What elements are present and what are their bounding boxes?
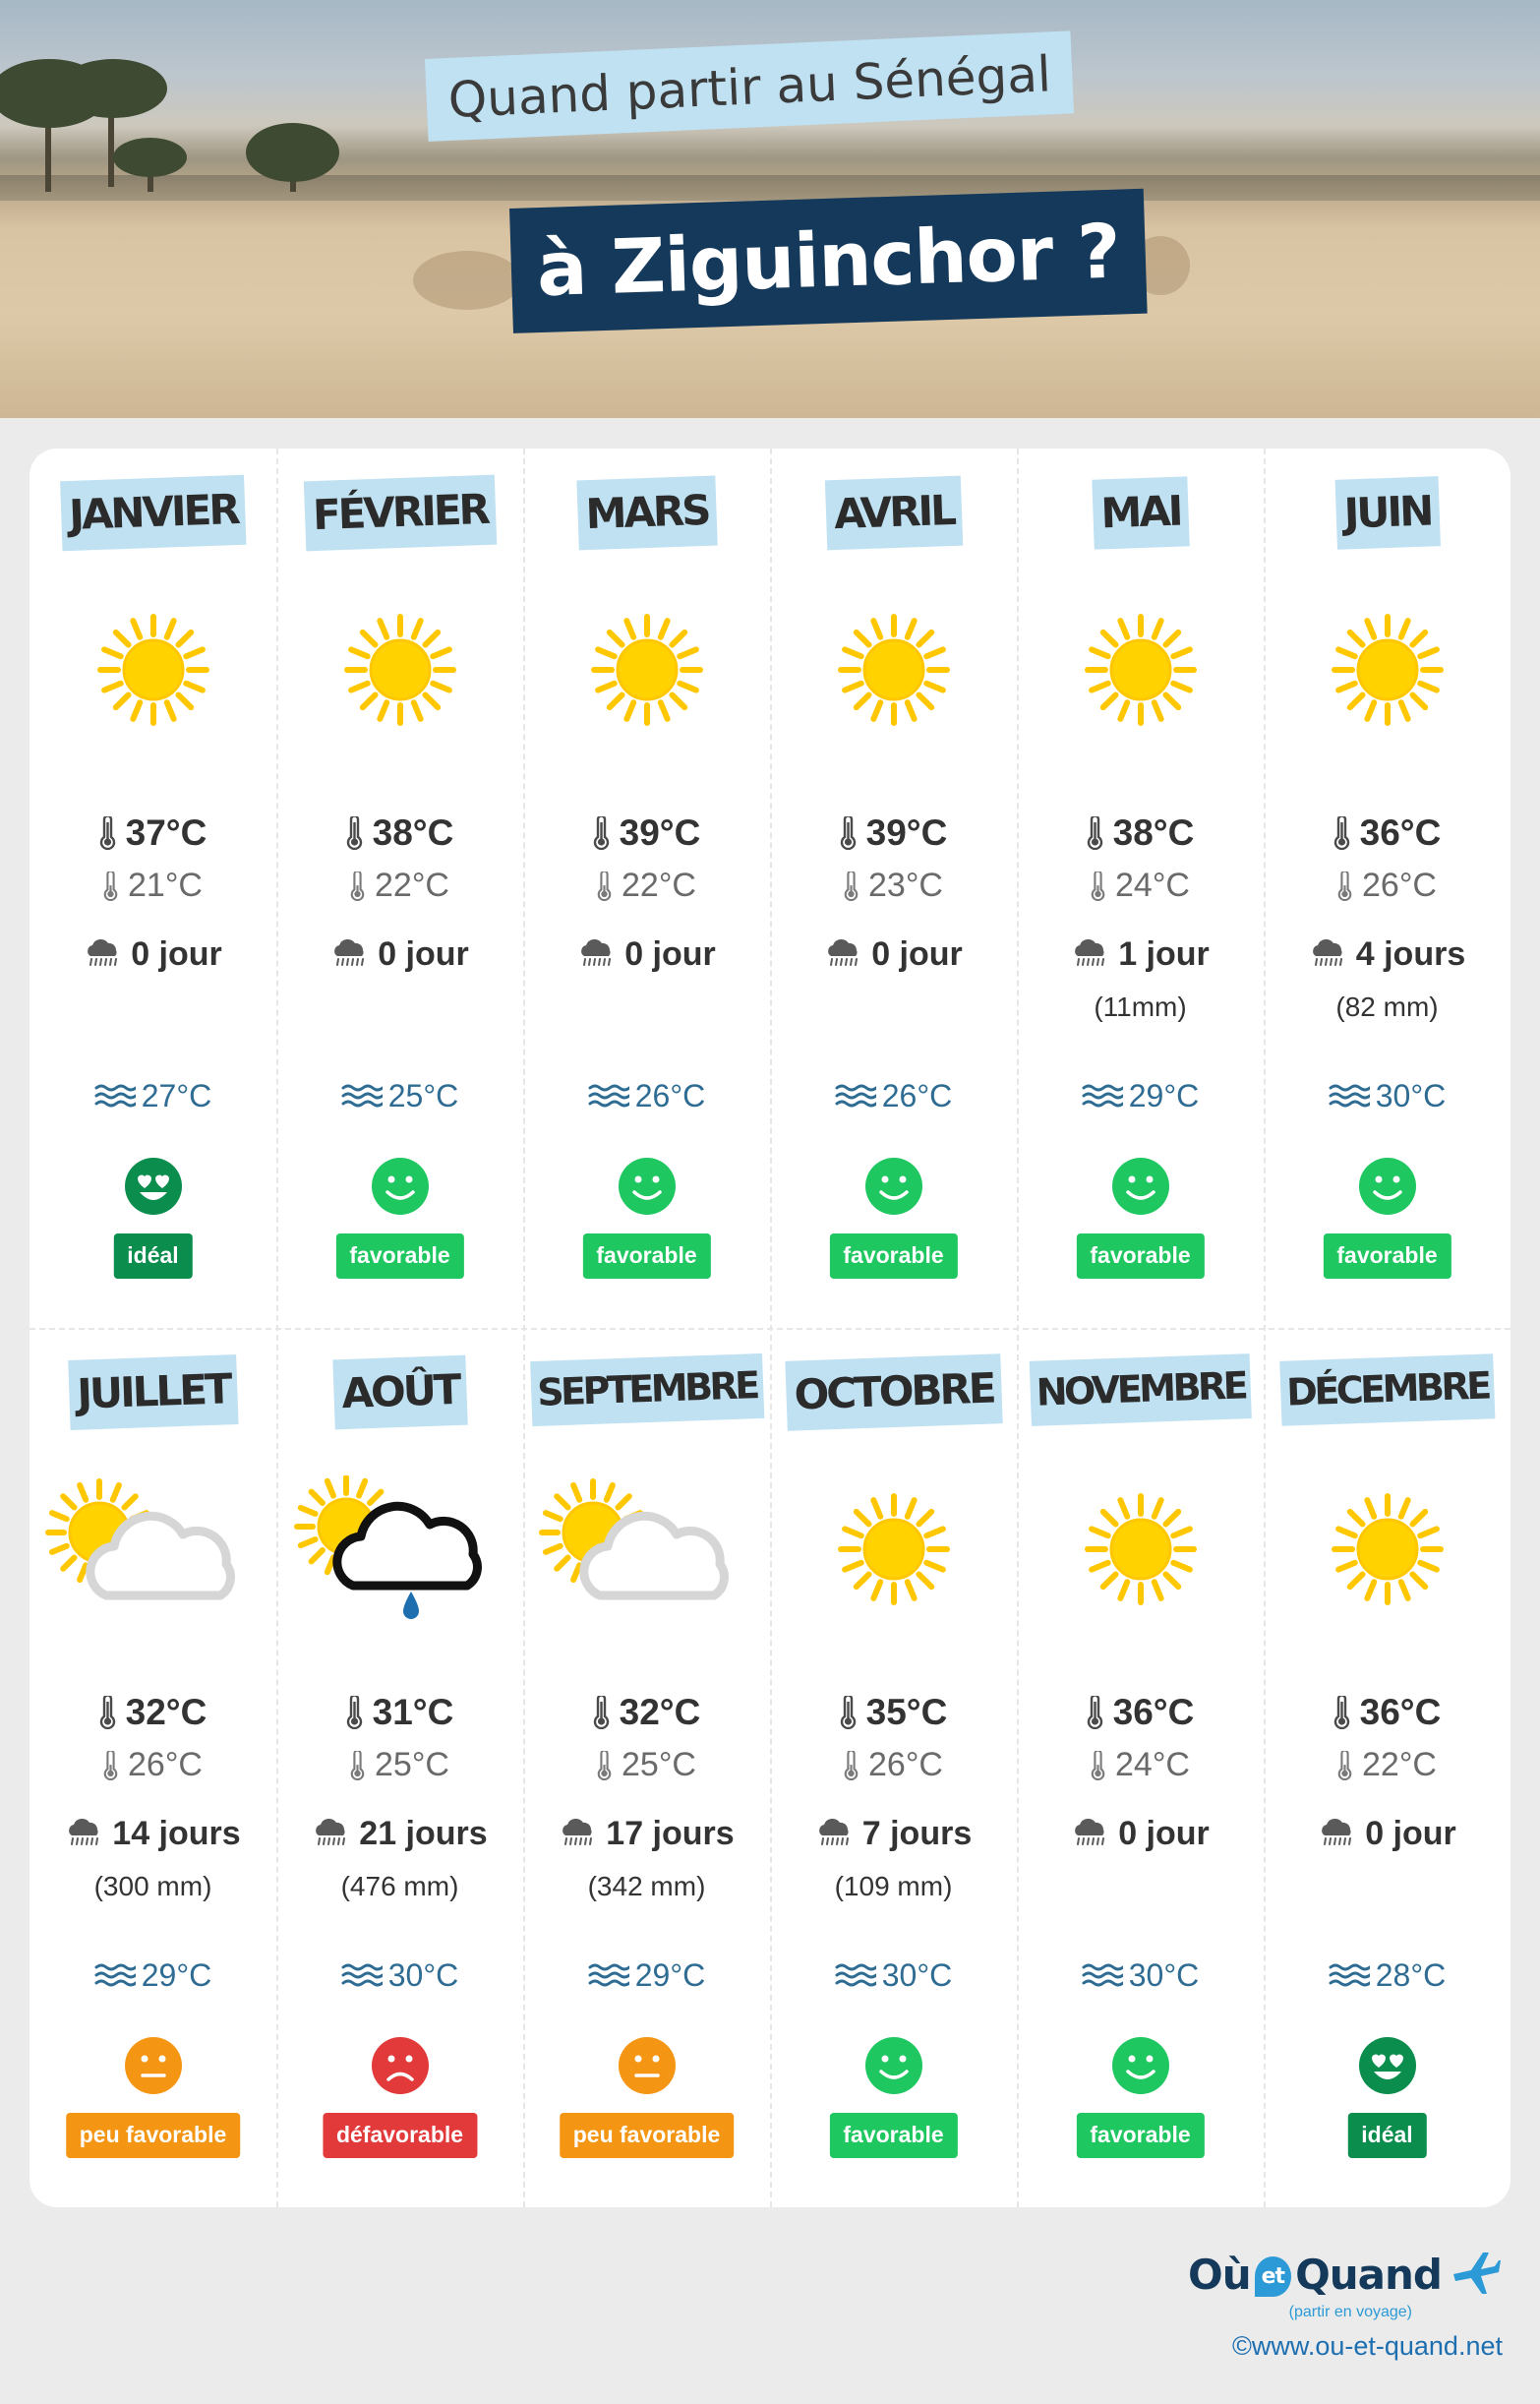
rain-amount: (342 mm) — [587, 1871, 706, 1901]
sun-icon — [539, 596, 755, 744]
rain-days: 4 jours — [1355, 935, 1466, 973]
temp-min-row — [1264, 1746, 1510, 1784]
sad-face-icon — [371, 2036, 430, 2095]
thermometer-low-icon — [350, 1751, 365, 1780]
month-name: OCTOBRE — [785, 1353, 1002, 1431]
rain-days-row — [30, 935, 276, 974]
thermometer-high-icon — [346, 1696, 363, 1729]
sea-temp: 27°C — [141, 1078, 212, 1113]
brand-logo — [1188, 2245, 1501, 2333]
month-cell — [30, 449, 276, 1328]
smiling-face-icon — [1111, 2036, 1170, 2095]
month-cell — [1264, 1328, 1510, 2207]
rain-days: 0 jour — [624, 935, 716, 973]
temp-min: 24°C — [1115, 1746, 1190, 1783]
rain-days-row — [276, 1815, 523, 1853]
temp-min-row — [30, 1746, 276, 1784]
thermometer-high-icon — [1333, 816, 1350, 850]
temp-min: 22°C — [1362, 1746, 1437, 1783]
sea-wave-icon — [835, 1963, 876, 1989]
rain-days: 0 jour — [378, 935, 469, 973]
month-cell — [523, 449, 770, 1328]
rain-days-row — [1017, 935, 1264, 974]
sea-wave-icon — [94, 1084, 136, 1110]
temp-max: 36°C — [1359, 812, 1442, 853]
month-name: MAI — [1092, 476, 1189, 549]
smiling-face-icon — [1111, 1157, 1170, 1216]
temp-min-row — [770, 867, 1017, 905]
sun-icon — [1033, 596, 1249, 744]
sun-icon — [786, 1475, 1002, 1623]
month-name: FÉVRIER — [303, 475, 496, 552]
sea-temp-row — [1264, 1078, 1510, 1114]
rain-amount: (300 mm) — [93, 1871, 212, 1901]
sea-temp-row — [276, 1078, 523, 1114]
thermometer-high-icon — [99, 816, 116, 850]
rain-days-row — [523, 1815, 770, 1853]
sea-temp: 30°C — [387, 1957, 459, 1993]
rain-days-row — [770, 935, 1017, 974]
rain-days: 21 jours — [359, 1815, 488, 1852]
sun-cloud-icon — [45, 1475, 262, 1623]
temp-max: 31°C — [372, 1692, 454, 1732]
month-name: NOVEMBRE — [1029, 1353, 1252, 1426]
month-name: MARS — [576, 476, 717, 551]
sun-cloud-icon — [539, 1475, 755, 1623]
sea-temp: 30°C — [881, 1957, 953, 1993]
thermometer-low-icon — [597, 871, 612, 901]
month-name: AVRIL — [824, 476, 962, 551]
sun-icon — [1279, 1475, 1496, 1623]
rain-icon — [1071, 938, 1108, 968]
thermometer-high-icon — [840, 816, 857, 850]
month-cell — [276, 1328, 523, 2207]
rain-icon — [559, 1818, 596, 1847]
thermometer-low-icon — [1337, 1751, 1352, 1780]
temp-max: 36°C — [1112, 1692, 1195, 1732]
temp-max: 36°C — [1359, 1692, 1442, 1732]
brand-name: Où et Quand — [1188, 2251, 1442, 2299]
temp-min-row — [30, 867, 276, 905]
rating-badge: favorable — [335, 1233, 463, 1279]
temp-max-row — [523, 812, 770, 854]
sea-wave-icon — [341, 1084, 383, 1110]
rain-amount: (11mm) — [1094, 992, 1187, 1022]
rain-days-row — [30, 1815, 276, 1853]
temp-max-row — [1017, 1692, 1264, 1733]
temp-max-row — [1017, 812, 1264, 854]
rain-cloud-icon — [292, 1475, 508, 1623]
rain-days: 0 jour — [131, 935, 222, 973]
rain-days: 0 jour — [871, 935, 963, 973]
sea-wave-icon — [1082, 1084, 1123, 1110]
thermometer-low-icon — [844, 871, 859, 901]
rating-badge: défavorable — [323, 2113, 477, 2158]
sea-temp: 26°C — [634, 1078, 706, 1113]
brand-tagline: (partir en voyage) — [1288, 2304, 1412, 2320]
rain-days-row — [1264, 1815, 1510, 1853]
month-cell — [1017, 1328, 1264, 2207]
sun-icon — [45, 596, 262, 744]
tree — [113, 138, 187, 177]
temp-min-row — [276, 1746, 523, 1784]
sea-wave-icon — [1082, 1963, 1123, 1989]
sea-temp-row — [276, 1957, 523, 1994]
neutral-face-icon — [124, 2036, 183, 2095]
rain-days: 7 jours — [861, 1815, 973, 1852]
brand-pin: et — [1255, 2256, 1291, 2297]
month-cell — [1264, 449, 1510, 1328]
rain-days: 14 jours — [112, 1815, 241, 1852]
sea-temp: 30°C — [1375, 1078, 1447, 1113]
page-title-line2: à Ziguinchor ? — [509, 189, 1148, 333]
rain-icon — [312, 1818, 349, 1847]
temp-min: 25°C — [375, 1746, 449, 1783]
rain-days-row — [1264, 935, 1510, 974]
temp-min: 22°C — [622, 867, 696, 904]
thermometer-high-icon — [1087, 816, 1103, 850]
thermometer-low-icon — [597, 1751, 612, 1780]
month-name: SEPTEMBRE — [530, 1353, 764, 1426]
heart-eyes-face-icon — [124, 1157, 183, 1216]
temp-min: 22°C — [375, 867, 449, 904]
temp-min-row — [1017, 867, 1264, 905]
sea-temp: 29°C — [141, 1957, 212, 1993]
rain-days: 0 jour — [1365, 1815, 1456, 1852]
temp-max: 39°C — [619, 812, 701, 853]
temp-min-row — [1017, 1746, 1264, 1784]
treeline — [0, 175, 1540, 201]
temp-min: 24°C — [1115, 867, 1190, 904]
rating-badge: favorable — [829, 2113, 957, 2158]
thermometer-high-icon — [346, 816, 363, 850]
month-name: JUIN — [1334, 476, 1440, 550]
thermometer-low-icon — [844, 1751, 859, 1780]
thermometer-low-icon — [350, 871, 365, 901]
temp-max: 38°C — [1112, 812, 1195, 853]
rain-amount: (476 mm) — [340, 1871, 459, 1901]
rain-days-row — [276, 935, 523, 974]
thermometer-high-icon — [593, 816, 610, 850]
thermometer-low-icon — [103, 871, 118, 901]
sun-icon — [1033, 1475, 1249, 1623]
month-cell — [770, 1328, 1017, 2207]
rain-icon — [1071, 1818, 1108, 1847]
temp-min-row — [770, 1746, 1017, 1784]
rain-days: 1 jour — [1118, 935, 1210, 973]
sea-wave-icon — [1329, 1963, 1370, 1989]
tree — [59, 59, 167, 118]
temp-max-row — [30, 1692, 276, 1733]
sea-wave-icon — [835, 1084, 876, 1110]
smiling-face-icon — [618, 1157, 677, 1216]
rating-badge: peu favorable — [66, 2113, 241, 2158]
thermometer-low-icon — [1337, 871, 1352, 901]
sea-temp: 25°C — [387, 1078, 459, 1113]
month-cell — [770, 449, 1017, 1328]
cow-shape — [413, 251, 521, 310]
sun-icon — [292, 596, 508, 744]
sea-temp: 30°C — [1128, 1957, 1200, 1993]
sea-temp-row — [770, 1957, 1017, 1994]
temp-min-row — [276, 867, 523, 905]
temp-max-row — [276, 812, 523, 854]
temp-max-row — [1264, 1692, 1510, 1733]
rain-icon — [65, 1818, 102, 1847]
temp-max-row — [523, 1692, 770, 1733]
sea-wave-icon — [588, 1963, 629, 1989]
month-cell — [30, 1328, 276, 2207]
smiling-face-icon — [864, 1157, 923, 1216]
rain-days: 0 jour — [1118, 1815, 1210, 1852]
rain-icon — [1309, 938, 1346, 968]
thermometer-low-icon — [103, 1751, 118, 1780]
sea-wave-icon — [94, 1963, 136, 1989]
temp-min: 26°C — [868, 1746, 943, 1783]
rating-badge: idéal — [113, 1233, 192, 1279]
rain-icon — [824, 938, 861, 968]
sea-temp-row — [1017, 1078, 1264, 1114]
sea-wave-icon — [588, 1084, 629, 1110]
rating-badge: favorable — [1323, 1233, 1451, 1279]
temp-max: 37°C — [125, 812, 207, 853]
smiling-face-icon — [864, 2036, 923, 2095]
neutral-face-icon — [618, 2036, 677, 2095]
sun-icon — [786, 596, 1002, 744]
copyright-site: ©www.ou-et-quand.net — [1231, 2331, 1503, 2361]
rating-badge: favorable — [829, 1233, 957, 1279]
sea-temp-row — [30, 1957, 276, 1994]
temp-max: 32°C — [619, 1692, 701, 1732]
sea-temp-row — [523, 1957, 770, 1994]
rating-badge: favorable — [582, 1233, 710, 1279]
temp-min-row — [523, 867, 770, 905]
temp-min: 21°C — [128, 867, 203, 904]
temp-min: 23°C — [868, 867, 943, 904]
temp-min-row — [523, 1746, 770, 1784]
rain-icon — [1318, 1818, 1355, 1847]
thermometer-high-icon — [99, 1696, 116, 1729]
sea-temp-row — [30, 1078, 276, 1114]
temp-max: 35°C — [865, 1692, 948, 1732]
temp-max-row — [276, 1692, 523, 1733]
sea-wave-icon — [1329, 1084, 1370, 1110]
temp-max: 39°C — [865, 812, 948, 853]
rain-days: 17 jours — [606, 1815, 735, 1852]
rain-days-row — [770, 1815, 1017, 1853]
rating-badge: peu favorable — [560, 2113, 735, 2158]
temp-min: 25°C — [622, 1746, 696, 1783]
thermometer-high-icon — [1087, 1696, 1103, 1729]
sea-temp: 29°C — [634, 1957, 706, 1993]
sea-temp: 28°C — [1375, 1957, 1447, 1993]
smiling-face-icon — [371, 1157, 430, 1216]
rain-amount: (109 mm) — [834, 1871, 953, 1901]
temp-max: 32°C — [125, 1692, 207, 1732]
temp-max: 38°C — [372, 812, 454, 853]
thermometer-low-icon — [1091, 871, 1105, 901]
month-cell — [523, 1328, 770, 2207]
month-name: JUILLET — [68, 1354, 239, 1430]
temp-min: 26°C — [128, 1746, 203, 1783]
rating-badge: favorable — [1076, 1233, 1204, 1279]
rain-days-row — [1017, 1815, 1264, 1853]
tree — [246, 123, 339, 182]
month-cell — [1017, 449, 1264, 1328]
month-cell — [276, 449, 523, 1328]
rain-amount: (82 mm) — [1335, 992, 1439, 1022]
temp-max-row — [30, 812, 276, 854]
temp-min-row — [1264, 867, 1510, 905]
climate-table — [30, 449, 1510, 2207]
rain-days-row — [523, 935, 770, 974]
rain-icon — [84, 938, 121, 968]
temp-max-row — [770, 1692, 1017, 1733]
thermometer-high-icon — [1333, 1696, 1350, 1729]
rain-icon — [815, 1818, 853, 1847]
month-name: AOÛT — [332, 1355, 467, 1430]
month-name: JANVIER — [60, 475, 247, 551]
sea-temp-row — [523, 1078, 770, 1114]
temp-max-row — [770, 812, 1017, 854]
hero-banner — [0, 0, 1540, 418]
sea-temp-row — [1264, 1957, 1510, 1994]
sea-temp-row — [1017, 1957, 1264, 1994]
sea-temp-row — [770, 1078, 1017, 1114]
rating-badge: idéal — [1347, 2113, 1426, 2158]
month-name: DÉCEMBRE — [1279, 1353, 1496, 1426]
temp-min: 26°C — [1362, 867, 1437, 904]
thermometer-high-icon — [593, 1696, 610, 1729]
sea-wave-icon — [341, 1963, 383, 1989]
page-title-line1: Quand partir au Sénégal — [425, 30, 1074, 142]
rating-badge: favorable — [1076, 2113, 1204, 2158]
sea-temp: 29°C — [1128, 1078, 1200, 1113]
sea-temp: 26°C — [881, 1078, 953, 1113]
thermometer-low-icon — [1091, 1751, 1105, 1780]
rain-icon — [577, 938, 615, 968]
temp-max-row — [1264, 812, 1510, 854]
heart-eyes-face-icon — [1358, 2036, 1417, 2095]
rain-icon — [330, 938, 368, 968]
sun-icon — [1279, 596, 1496, 744]
thermometer-high-icon — [840, 1696, 857, 1729]
smiling-face-icon — [1358, 1157, 1417, 1216]
airplane-icon — [1448, 2245, 1501, 2298]
